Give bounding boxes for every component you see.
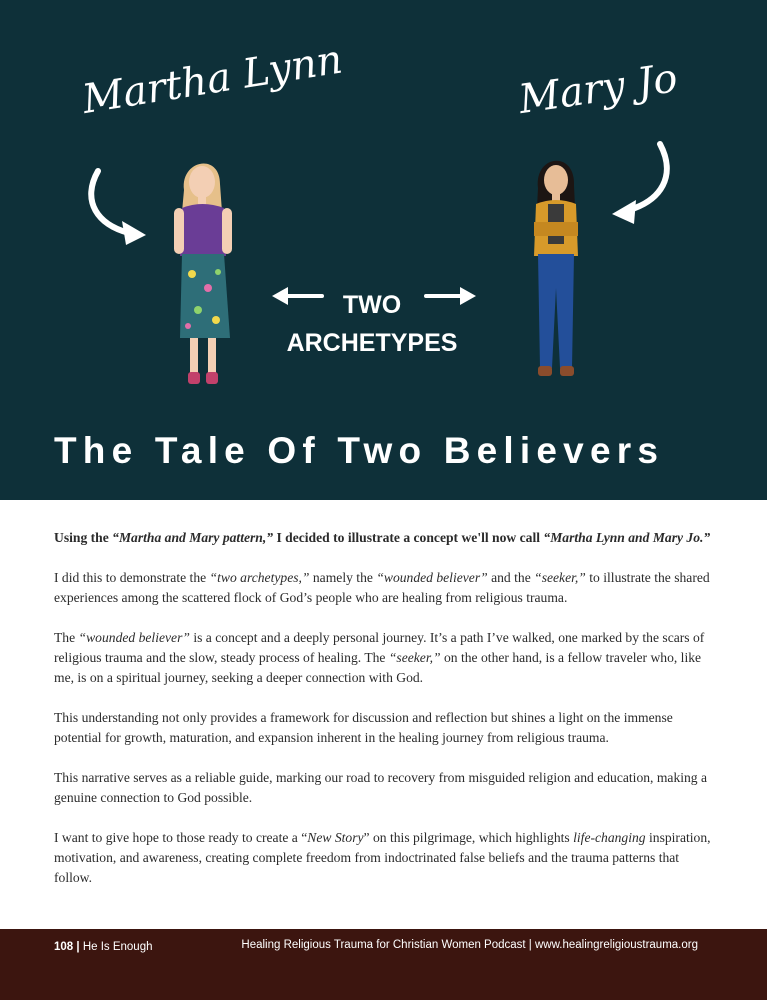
page-number: 108 — [54, 941, 74, 953]
page-title: The Tale Of Two Believers — [54, 430, 665, 471]
article-body — [54, 528, 714, 908]
new-story-paragraph: I want to give hope to those ready to create a “New Story” on this pilgrimage, which highlights life-changing inspiration, motivation, and awareness, creating complete freedom from indoctrinated false beliefs and the trauma patterns that follow. — [54, 830, 711, 885]
page-footer — [0, 929, 767, 1000]
narrative-paragraph: This narrative serves as a reliable guide, marking our road to recovery from misguided religion and education, making a genuine connection to God possible. — [54, 770, 708, 805]
martha-lynn-name: Martha Lynn — [79, 36, 346, 123]
book-title: He Is Enough — [82, 941, 153, 953]
martha-lynn-illustration — [168, 150, 238, 390]
footer-page-info — [54, 941, 153, 953]
archetypes-paragraph: I did this to demonstrate the “two archetypes,” namely the “wounded believer” and the “seeker,” to illustrate the shared experiences among the scattered flock of God’s people who are healing from religious trauma. — [54, 570, 710, 605]
archetype-line-1: TWO — [342, 291, 402, 319]
curved-arrow-right-icon — [606, 138, 678, 224]
framework-paragraph: This understanding not only provides a framework for discussion and reflection but shines a light on the immense potential for growth, maturation, and expansion inherent in the healing journey from religious trauma. — [54, 710, 673, 745]
wounded-believer-paragraph: The “wounded believer” is a concept and a deeply personal journey. It’s a path I’ve walked, one marked by the scars of religious trauma and the slow, steady process of healing. The “seeker,” on the other hand, is a fellow traveler who, like me, is on a spiritual journey, seeking a deeper connection with God. — [54, 630, 705, 685]
archetype-line-2: ARCHETYPES — [286, 329, 458, 357]
footer-separator: | — [76, 941, 80, 953]
intro-paragraph: Using the “Martha and Mary pattern,” I decided to illustrate a concept we'll now call “Martha Lynn and Mary Jo.” — [54, 530, 711, 545]
podcast-credit: Healing Religious Trauma for Christian Women Podcast | www.healingreligioustrauma.org — [241, 939, 698, 951]
curved-arrow-left-icon — [80, 165, 152, 245]
two-archetypes-label — [272, 286, 472, 362]
mary-jo-name: Mary Jo — [516, 55, 681, 123]
mary-jo-illustration — [524, 148, 588, 392]
